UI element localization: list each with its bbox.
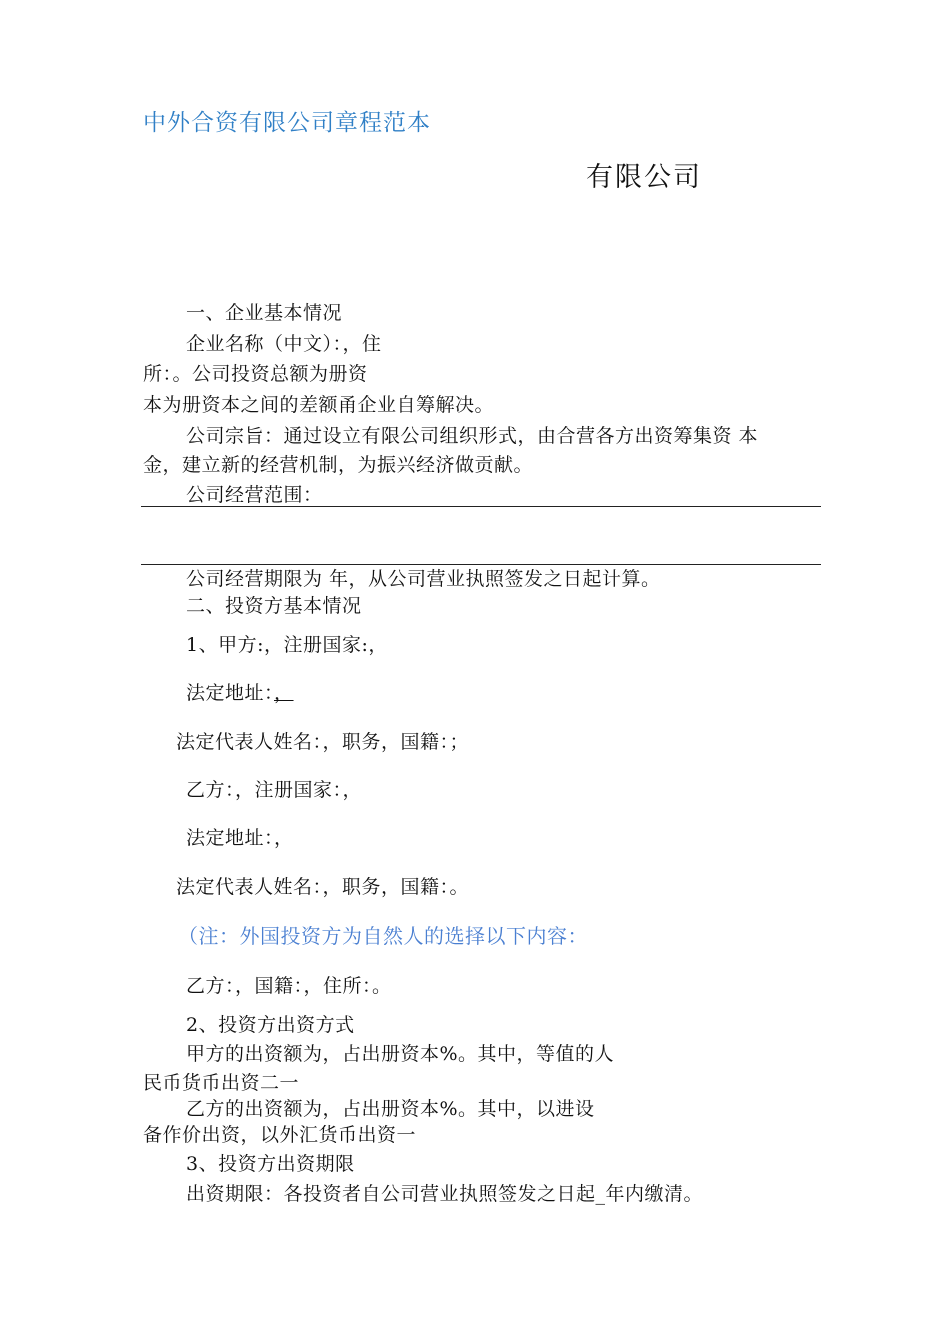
party-a-representative-line: 法定代表人姓名：，职务，国籍：； [176,731,470,753]
party-a-line: 1、甲方:，注册国家:， [186,634,388,656]
company-name-heading: 有限公司 [586,162,702,193]
party-b-line: 乙方：，注册国家：， [186,779,363,801]
party-b-natural-person-line: 乙方：，国籍：，住所：。 [186,975,392,997]
party-a-contribution-line-2: 民币货币出资二一 [143,1072,300,1094]
party-b-contribution-line-2: 备作价出资，以外汇货币出资一 [143,1124,417,1146]
business-scope-label: 公司经营范围： [186,484,323,506]
business-scope-blank-line-1 [141,506,821,507]
address-investment-line: 所：。公司投资总额为册资 [143,363,368,385]
enterprise-name-line: 企业名称（中文）：，住 [186,333,382,355]
section-1-heading: 一、企业基本情况 [186,302,343,324]
company-purpose-line-2: 金，建立新的经营机制，为振兴经济做贡献。 [143,454,534,476]
party-b-representative-line: 法定代表人姓名：，职务，国籍：。 [176,876,470,898]
document-title: 中外合资有限公司章程范本 [143,110,431,136]
contribution-method-heading: 2、投资方出资方式 [186,1014,355,1036]
company-purpose-line-1: 公司宗旨：通过设立有限公司组织形式，由合营各方出资筹集资 本 [186,425,759,447]
section-2-heading: 二、投资方基本情况 [186,595,362,617]
party-b-contribution-line-1: 乙方的出资额为，占出册资本%。其中，以进设 [186,1098,595,1120]
note-natural-person: （注：外国投资方为自然人的选择以下内容： [178,924,588,948]
business-scope-blank-line-2 [141,564,821,565]
contribution-period-heading: 3、投资方出资期限 [186,1153,355,1175]
party-b-address-line: 法定地址：， [186,827,294,849]
party-a-contribution-line-1: 甲方的出资额为，占出册资本%。其中，等值的人 [186,1043,615,1065]
party-a-address-line [186,681,294,705]
party-a-address-value: ， [274,682,294,704]
contribution-period-line: 出资期限：各投资者自公司营业执照签发之日起_年内缴清。 [186,1183,704,1205]
party-a-address-label: 法定地址： [186,682,275,704]
operating-term-line: 公司经营期限为 年，从公司营业执照签发之日起计算。 [186,568,661,590]
registered-capital-line: 本为册资本之间的差额甬企业自筹解决。 [143,394,495,416]
